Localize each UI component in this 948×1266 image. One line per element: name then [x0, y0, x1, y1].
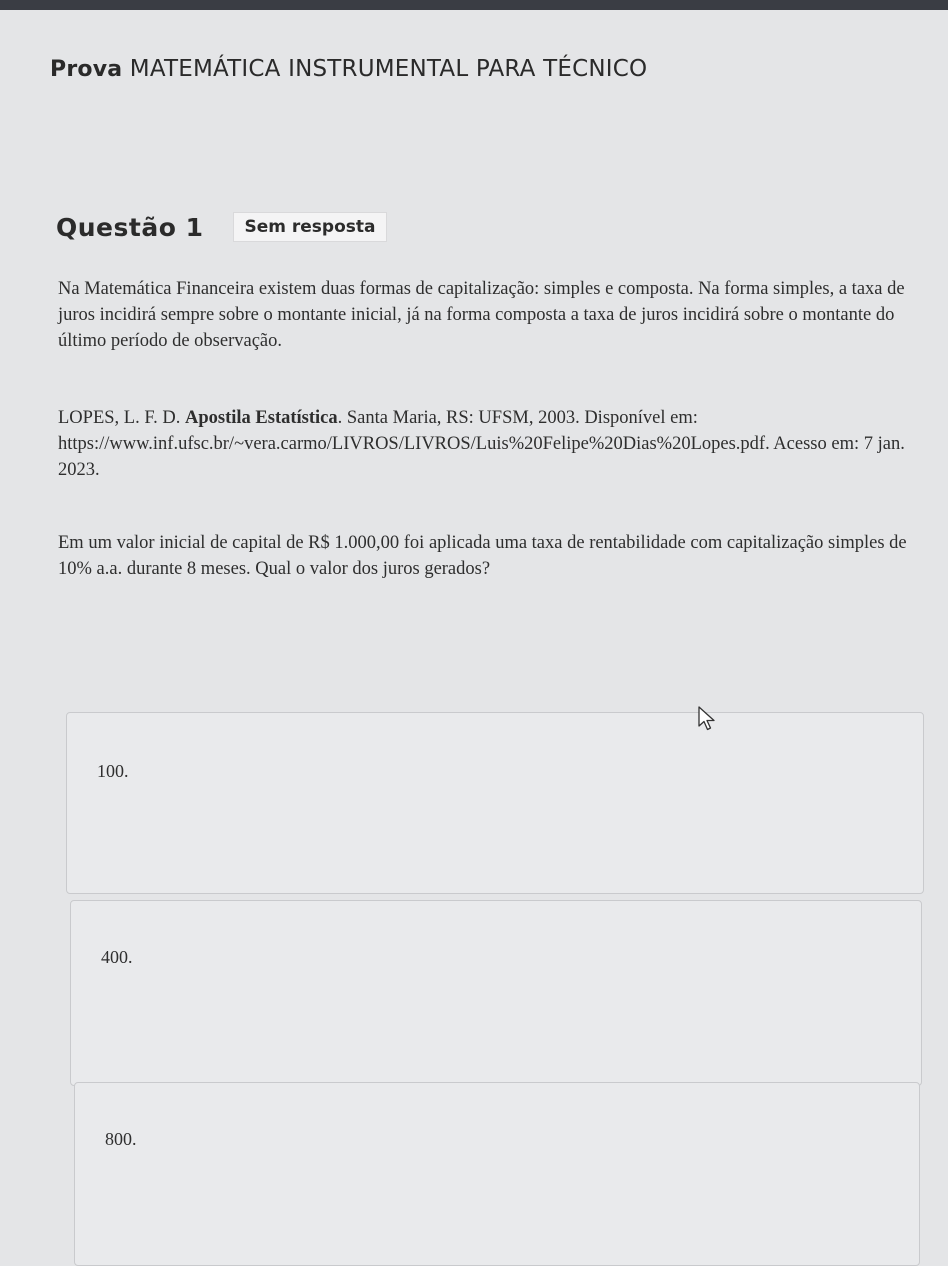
mouse-cursor-icon	[697, 706, 717, 732]
reference-details: . Santa Maria, RS: UFSM, 2003. Disponível em: https://www.inf.ufsc.br/~vera.carmo/LIVROS/LIVROS/Luis%20Felipe%20Dias%20Lopes.pdf. Acesso em: 7 jan. 2023.	[58, 408, 905, 480]
exam-title-name: MATEMÁTICA INSTRUMENTAL PARA TÉCNICO	[129, 56, 648, 82]
answer-option-a[interactable]	[66, 712, 924, 894]
reference-authors: LOPES, L. F. D.	[58, 408, 186, 428]
exam-title	[50, 56, 647, 82]
answer-option-text: 100.	[97, 761, 129, 781]
answer-option-text: 400.	[101, 947, 133, 967]
question-context-paragraph: Na Matemática Financeira existem duas formas de capitalização: simples e composta. Na forma simples, a taxa de juros incidirá sempre sobre o montante inicial, já na forma composta a taxa de juros incidirá sobre o montante do último período de observação.	[58, 279, 905, 351]
answer-option-c[interactable]	[74, 1082, 920, 1266]
question-number: Questão 1	[56, 212, 204, 242]
reference-work-title: Apostila Estatística	[185, 408, 338, 428]
browser-top-bar	[0, 0, 948, 10]
question-reference	[58, 405, 928, 483]
exam-title-prefix: Prova	[50, 57, 123, 82]
status-badge: Sem resposta	[233, 212, 386, 242]
answer-option-b[interactable]	[70, 900, 922, 1086]
question-header	[56, 212, 387, 242]
question-prompt: Em um valor inicial de capital de R$ 1.000,00 foi aplicada uma taxa de rentabilidade com capitalização simples de 10% a.a. durante 8 meses. Qual o valor dos juros gerados?	[58, 533, 907, 579]
answer-option-text: 800.	[105, 1129, 137, 1149]
